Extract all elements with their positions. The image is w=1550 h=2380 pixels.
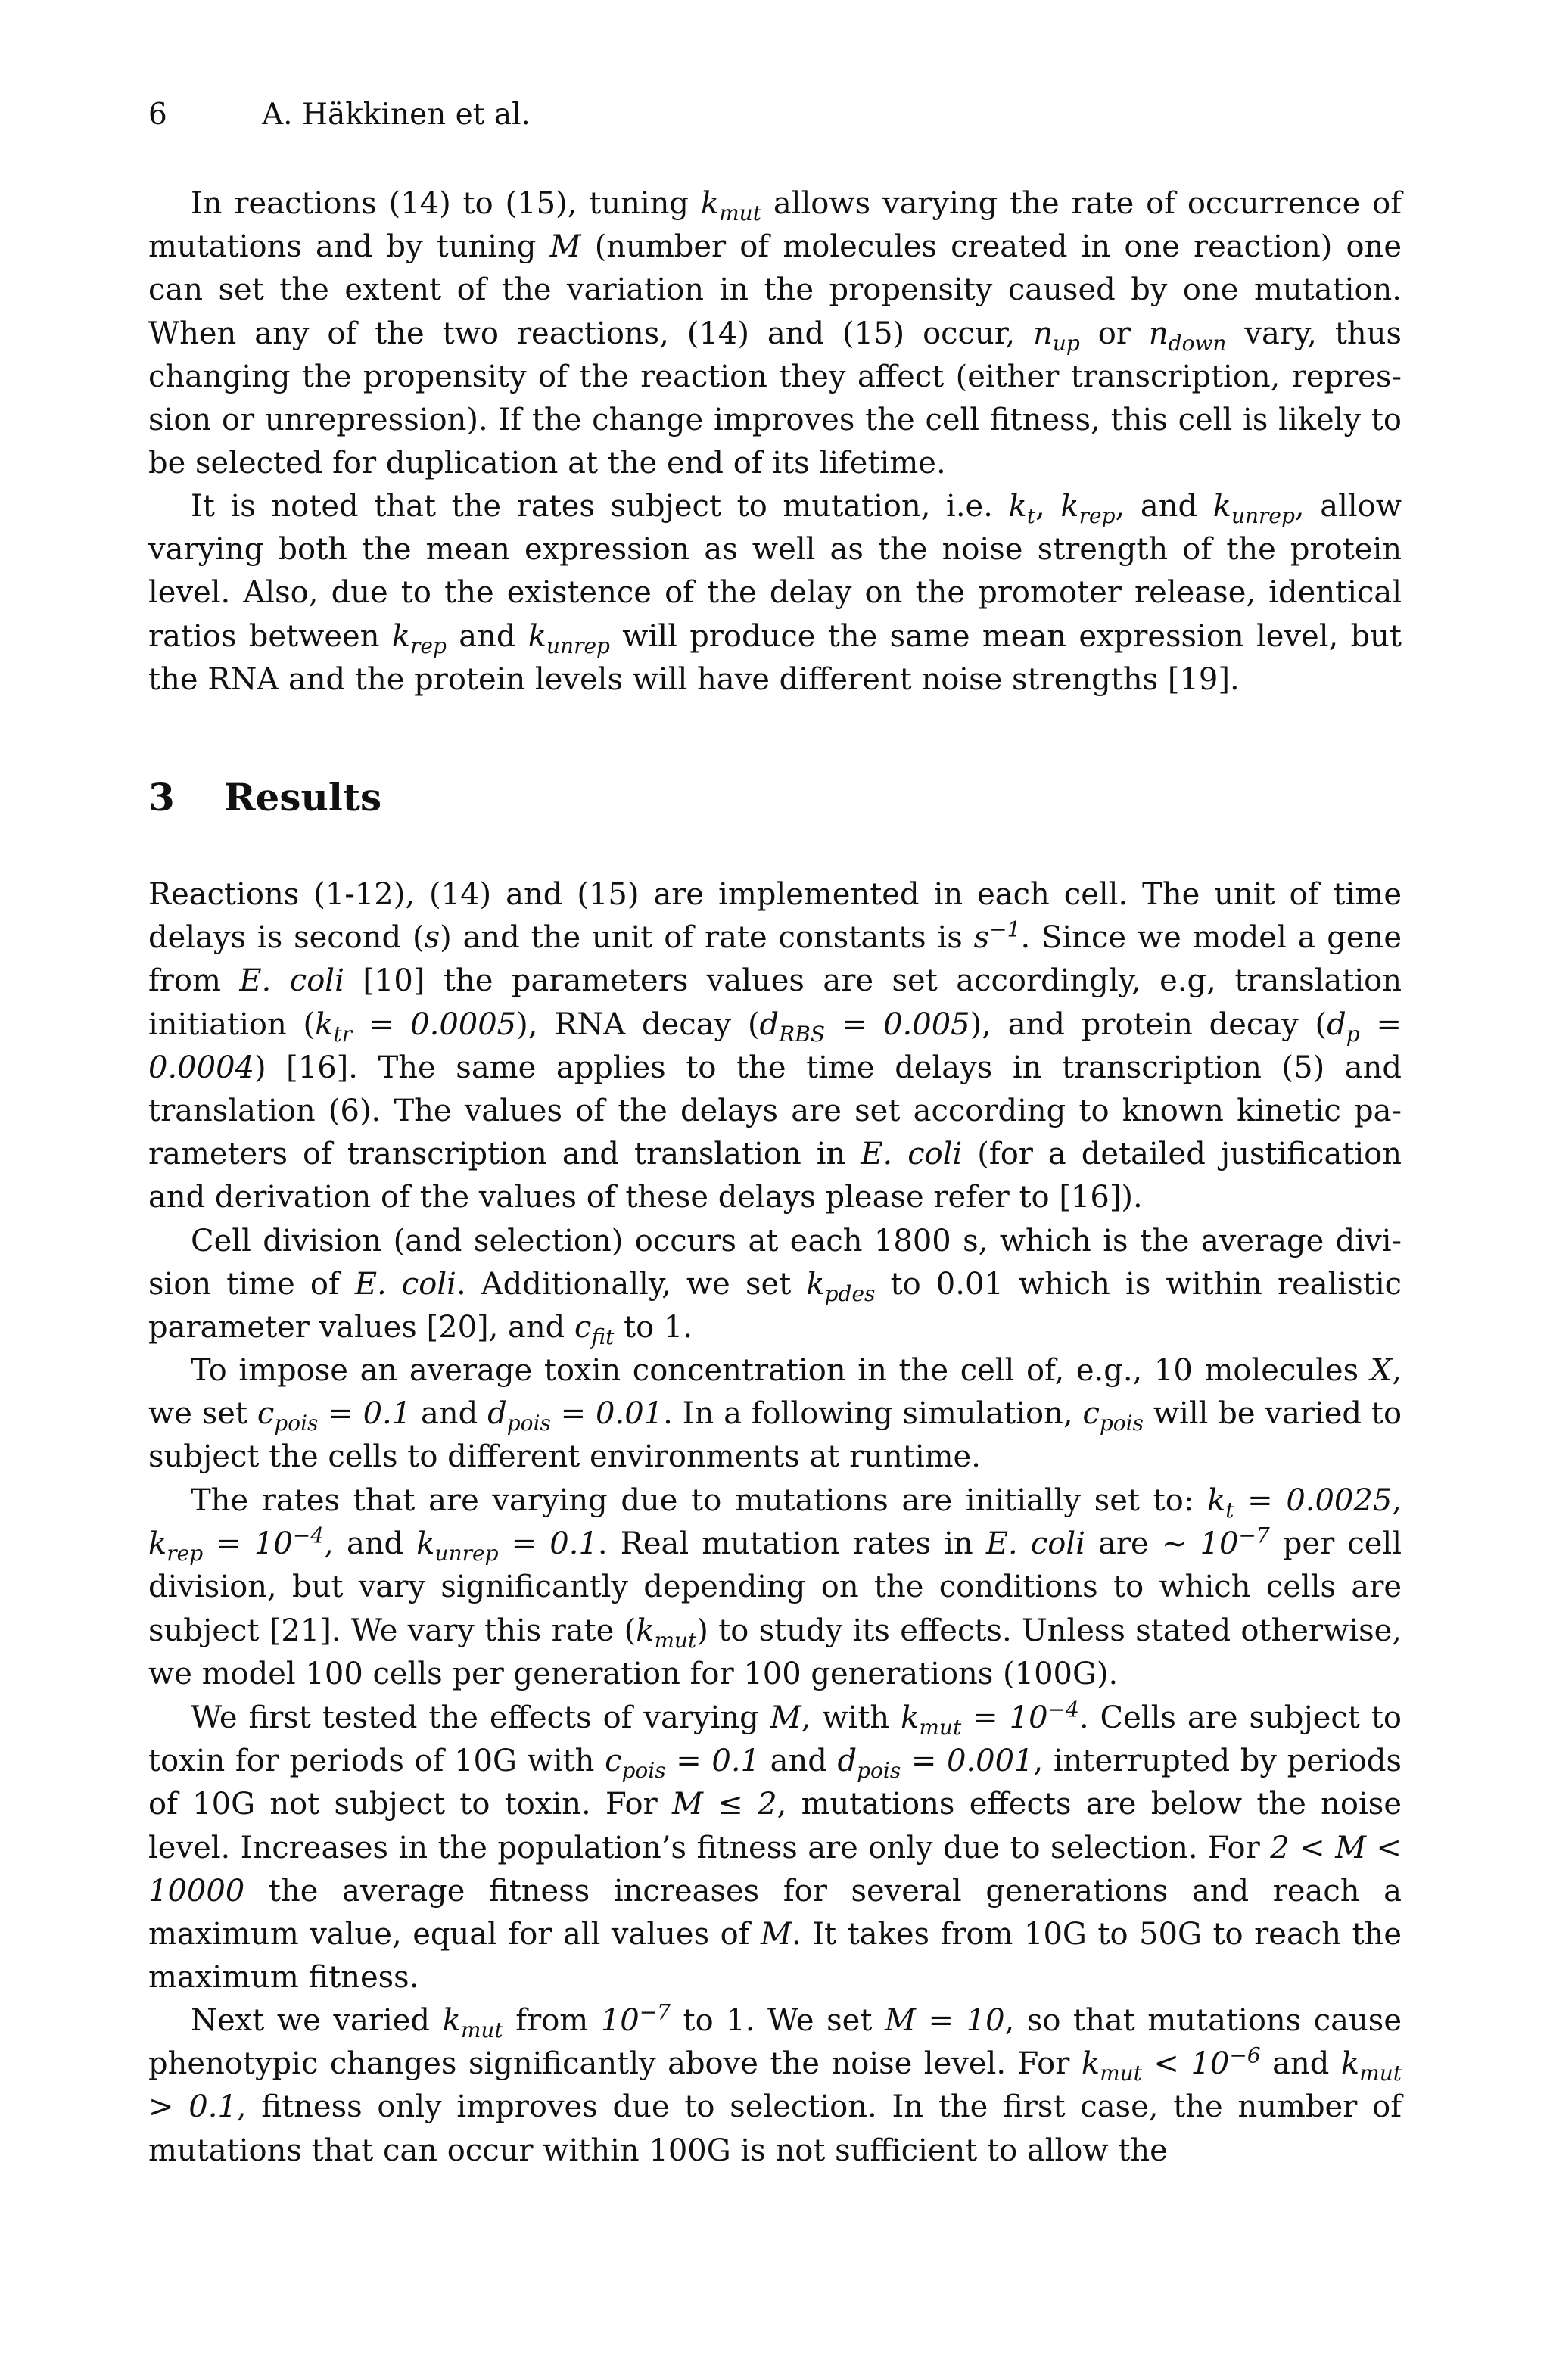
section-title: Results [224, 775, 382, 820]
running-header [148, 97, 531, 133]
running-authors: A. Häkkinen et al. [262, 98, 531, 132]
paragraph-cell-division: Cell division (and selection) occurs at each 1800 s, which is the average division time of E. coli. Additionally, we set $k_{pdes}$ to 0.01 which is within realistic parameter values [20], and $c_{fit}$ to 1. [148, 1224, 1402, 1350]
section-heading-results [148, 775, 381, 820]
paragraph-reactions-tuning: In reactions (14) to (15), tuning $k_{mut}$ allows varying the rate of occurrence of mutations and by tuning M (number of molecules created in one reaction) one can set the extent of the variation in the propensity caused by one mutation. When any of the two reactions, (14) and (15) occur, $n_{up}$ or $n_{down}$ vary, thus changing the propensity of the reaction they affect (either transcription, repression or unrepression). If the change improves the cell fitness, this cell is likely to be selected for duplication at the end of its lifetime. [148, 186, 1402, 481]
paragraph-mutation-rates: The rates that are varying due to mutations are initially set to: $k_t = 0.0025$, $k_{rep} = 10^{-4}$, and $k_{unrep} = 0.1$. Real mutation rates in E. coli are ∼ $10^{-7}$ per cell division, but vary significantly depending on the conditions to which cells are subject [21]. We vary this rate $(k_{mut})$ to study its effects. Unless stated otherwise, we model 100 cells per generation for 100 generations (100G). [148, 1483, 1402, 1691]
section-number: 3 [148, 775, 175, 820]
page-number: 6 [148, 98, 167, 132]
paragraph-reactions-implemented: Reactions (1-12), (14) and (15) are implemented in each cell. The unit of time delays is second (s) and the unit of rate constants is $s^{-1}$. Since we model a gene from E. coli [10] the parameters values are set accordingly, e.g, translation initiation $(k_{tr} = 0.0005)$, RNA decay $(d_{RBS} = 0.005)$, and protein decay $(d_p = 0.0004)$ [16]. The same applies to the time delays in transcription (5) and translation (6). The values of the delays are set according to known kinetic parameters of transcription and translation in E. coli (for a detailed justification and derivation of the values of these delays please refer to [16]). [148, 877, 1402, 1215]
paragraph-varying-kmut: Next we varied $k_{mut}$ from $10^{-7}$ to 1. We set M = 10, so that mutations cause phenotypic changes significantly above the noise level. For $k_{mut} < 10^{-6}$ and $k_{mut} > 0.1$, fitness only improves due to selection. In the first case, the number of mutations that can occur within 100G is not sufficient to allow the [148, 1999, 1402, 2168]
paragraph-varying-m: We first tested the effects of varying M, with $k_{mut} = 10^{-4}$. Cells are subject to toxin for periods of 10G with $c_{pois} = 0.1$ and $d_{pois} = 0.001$, interrupted by periods of 10G not subject to toxin. For M ≤ 2, mutations effects are below the noise level. Increases in the population’s fitness are only due to selection. For 2 < M < 10000 the average fitness increases for several generations and reach a maximum value, equal for all values of M. It takes from 10G to 50G to reach the maximum fitness. [148, 1697, 1402, 1996]
paragraph-rates-subject-to-mutation: It is noted that the rates subject to mutation, i.e. $k_t$, $k_{rep}$, and $k_{unrep}$, allow varying both the mean expression as well as the noise strength of the protein level. Also, due to the existence of the delay on the promoter release, identical ratios between $k_{rep}$ and $k_{unrep}$ will produce the same mean expression level, but the RNA and the protein levels will have different noise strengths [19]. [148, 489, 1402, 697]
paragraph-toxin-concentration: To impose an average toxin concentration in the cell of, e.g., 10 molecules X, we set $c_{pois} = 0.1$ and $d_{pois} = 0.01$. In a following simulation, $c_{pois}$ will be varied to subject the cells to different environments at runtime. [148, 1353, 1402, 1475]
